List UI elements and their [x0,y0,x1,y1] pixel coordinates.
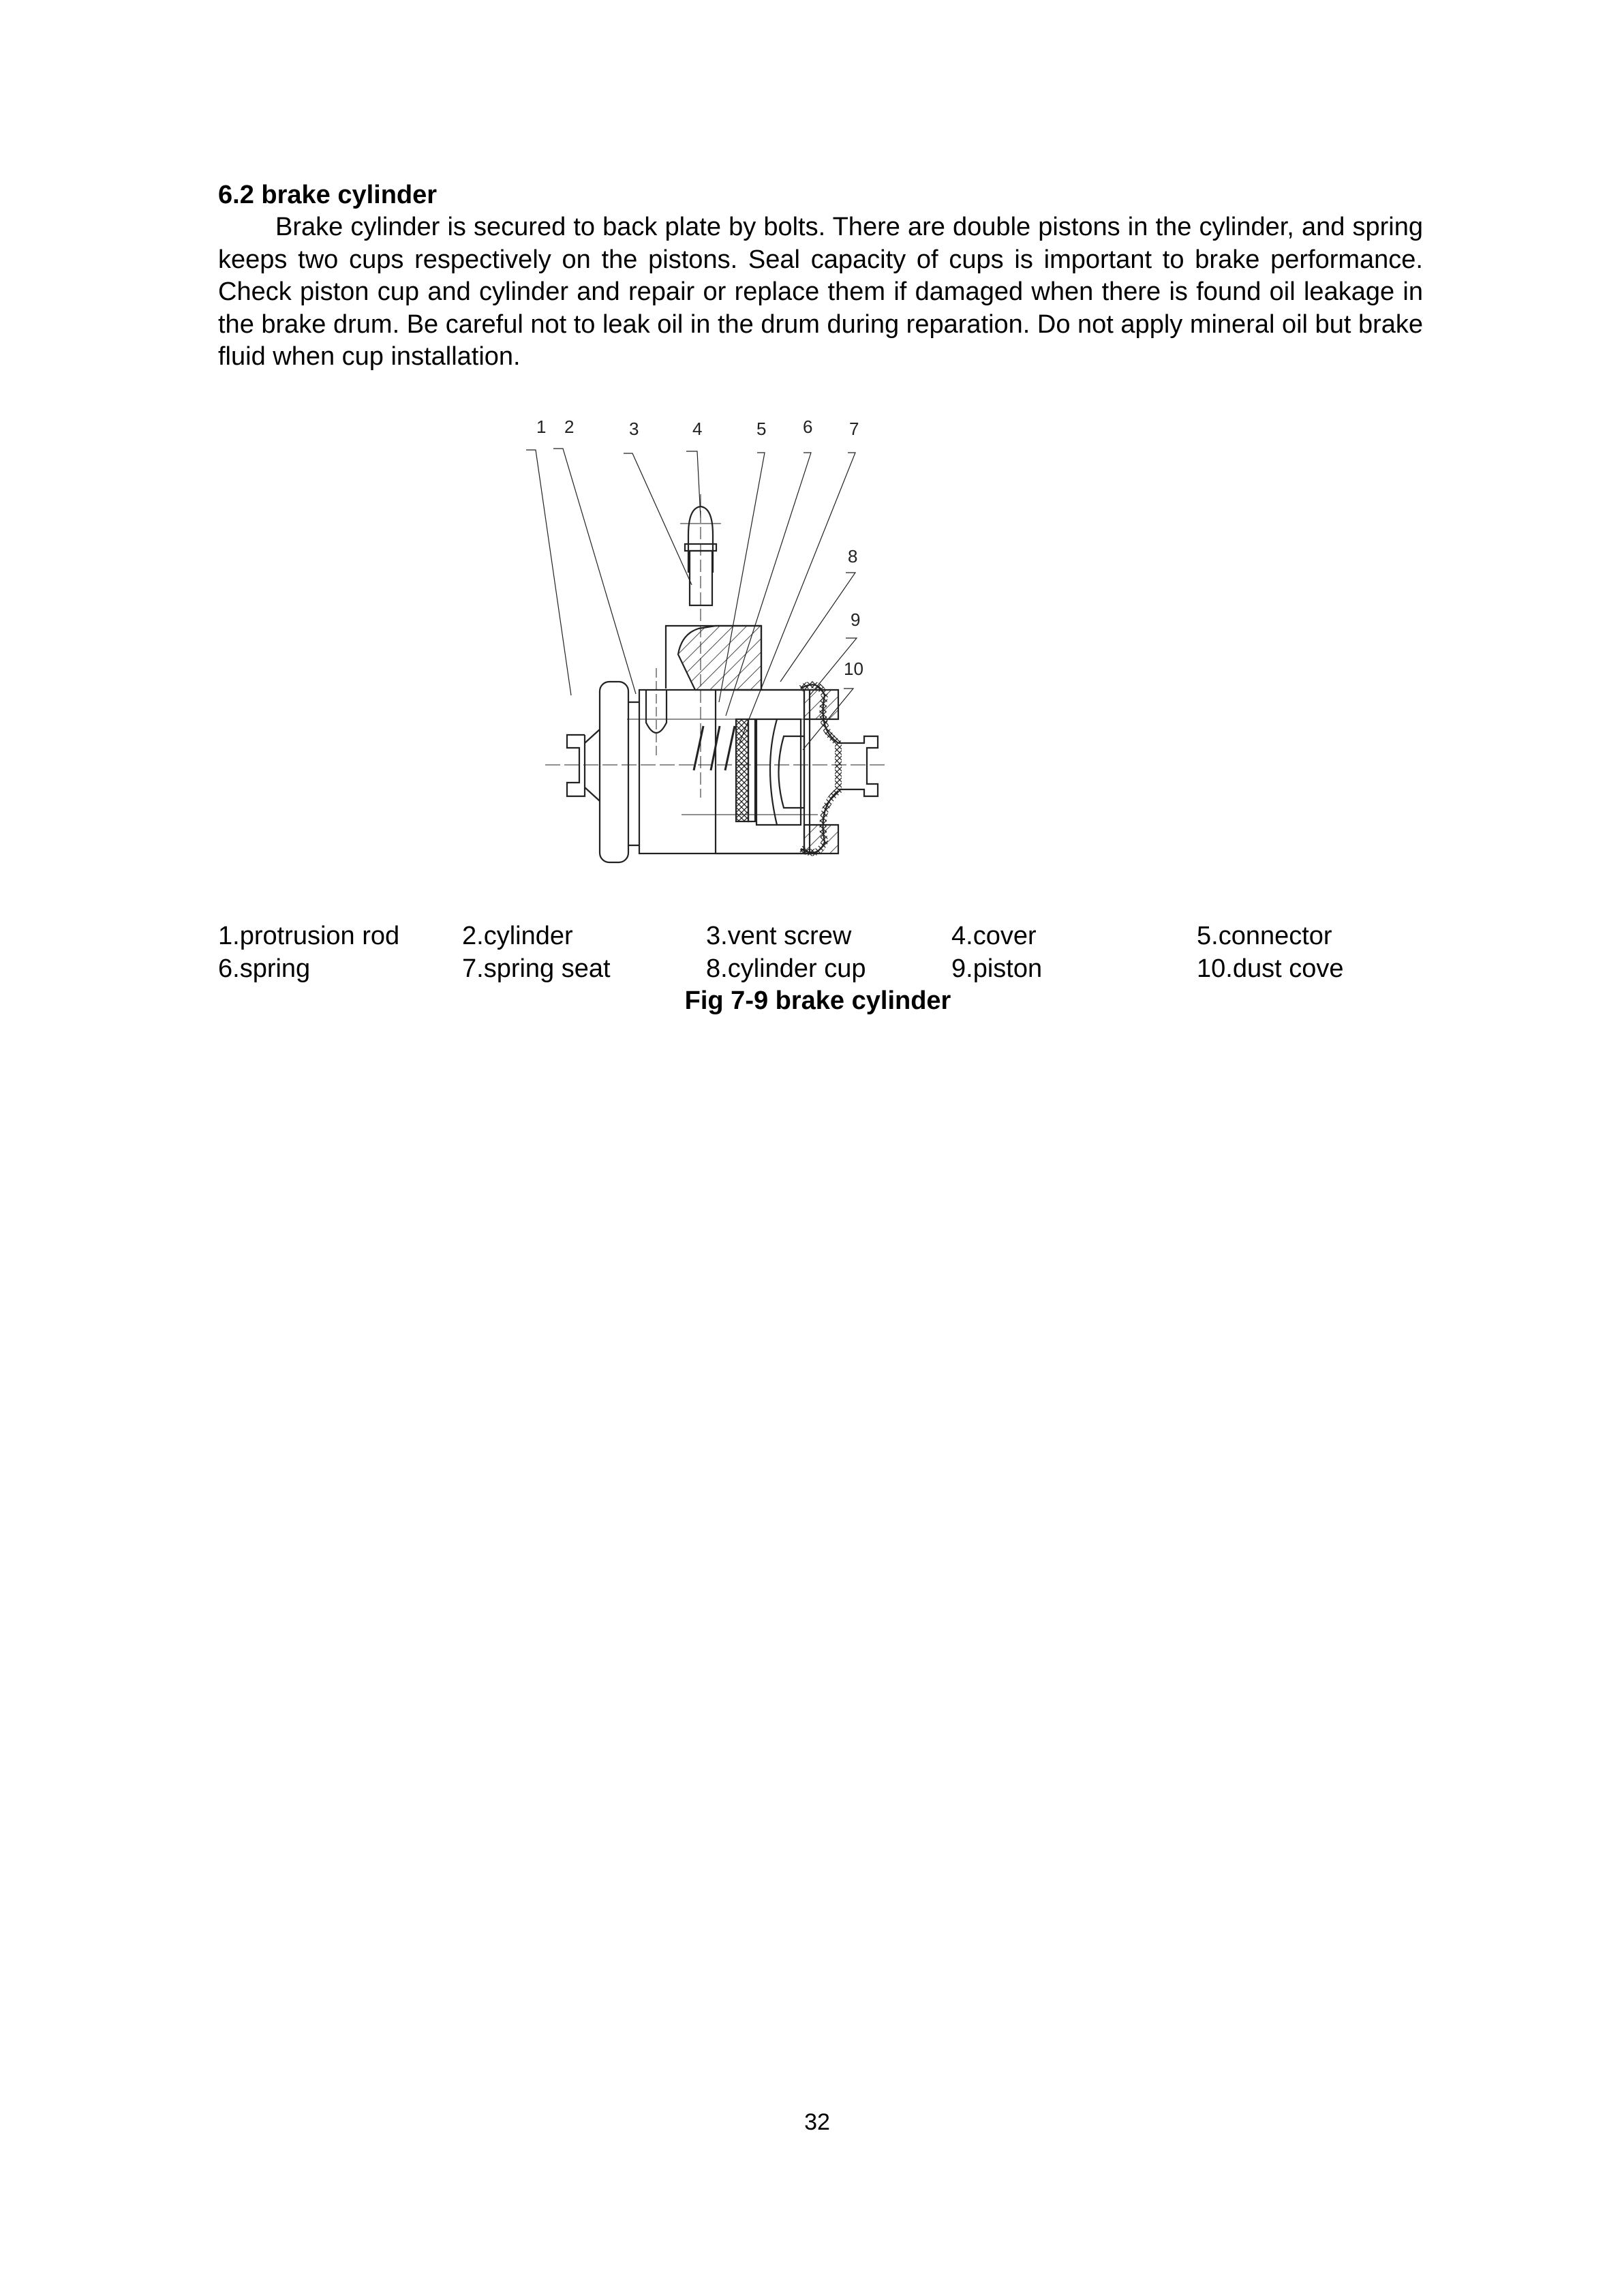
brake-cylinder-drawing [518,409,1104,886]
callout-1: 1 [536,417,547,437]
callout-2: 2 [564,417,575,437]
section-heading: 6.2 brake cylinder [218,181,438,209]
section-body [218,211,1423,374]
body-paragraph: Brake cylinder is secured to back plate by bolts. There are double pistons in the cylinder, and spring keeps two cups respectively on the pistons. Seal capacity of cups is important to brake performance. Check piston cup and cylinder and repair or replace them if damaged when there is found oil leakage in the brake drum. Be careful not to leak oil in the drum during reparation. Do not apply mineral oil but brake fluid when cup installation. [218,213,1423,371]
legend-item: 5.connector [1197,922,1332,950]
page-number: 32 [804,2109,830,2135]
legend-item: 7.spring seat [462,954,611,983]
legend-item: 8.cylinder cup [706,954,866,983]
legend-row [218,920,1445,953]
figure-legend [218,920,1445,985]
legend-item: 4.cover [951,922,1037,950]
legend-item: 10.dust cove [1197,954,1344,983]
legend-item: 6.spring [218,954,311,983]
figure-caption: Fig 7-9 brake cylinder [684,986,951,1015]
legend-item: 2.cylinder [462,922,573,950]
callout-9: 9 [851,609,861,630]
brake-cylinder-diagram [518,409,1104,886]
callout-10: 10 [844,659,863,679]
callout-8: 8 [848,546,858,567]
callout-6: 6 [803,417,813,437]
legend-row [218,953,1445,986]
legend-item: 3.vent screw [706,922,852,950]
legend-item: 9.piston [951,954,1043,983]
callout-5: 5 [756,419,767,439]
callout-4: 4 [692,419,703,439]
callout-3: 3 [629,419,639,439]
callout-7: 7 [849,419,859,439]
legend-item: 1.protrusion rod [218,922,400,950]
